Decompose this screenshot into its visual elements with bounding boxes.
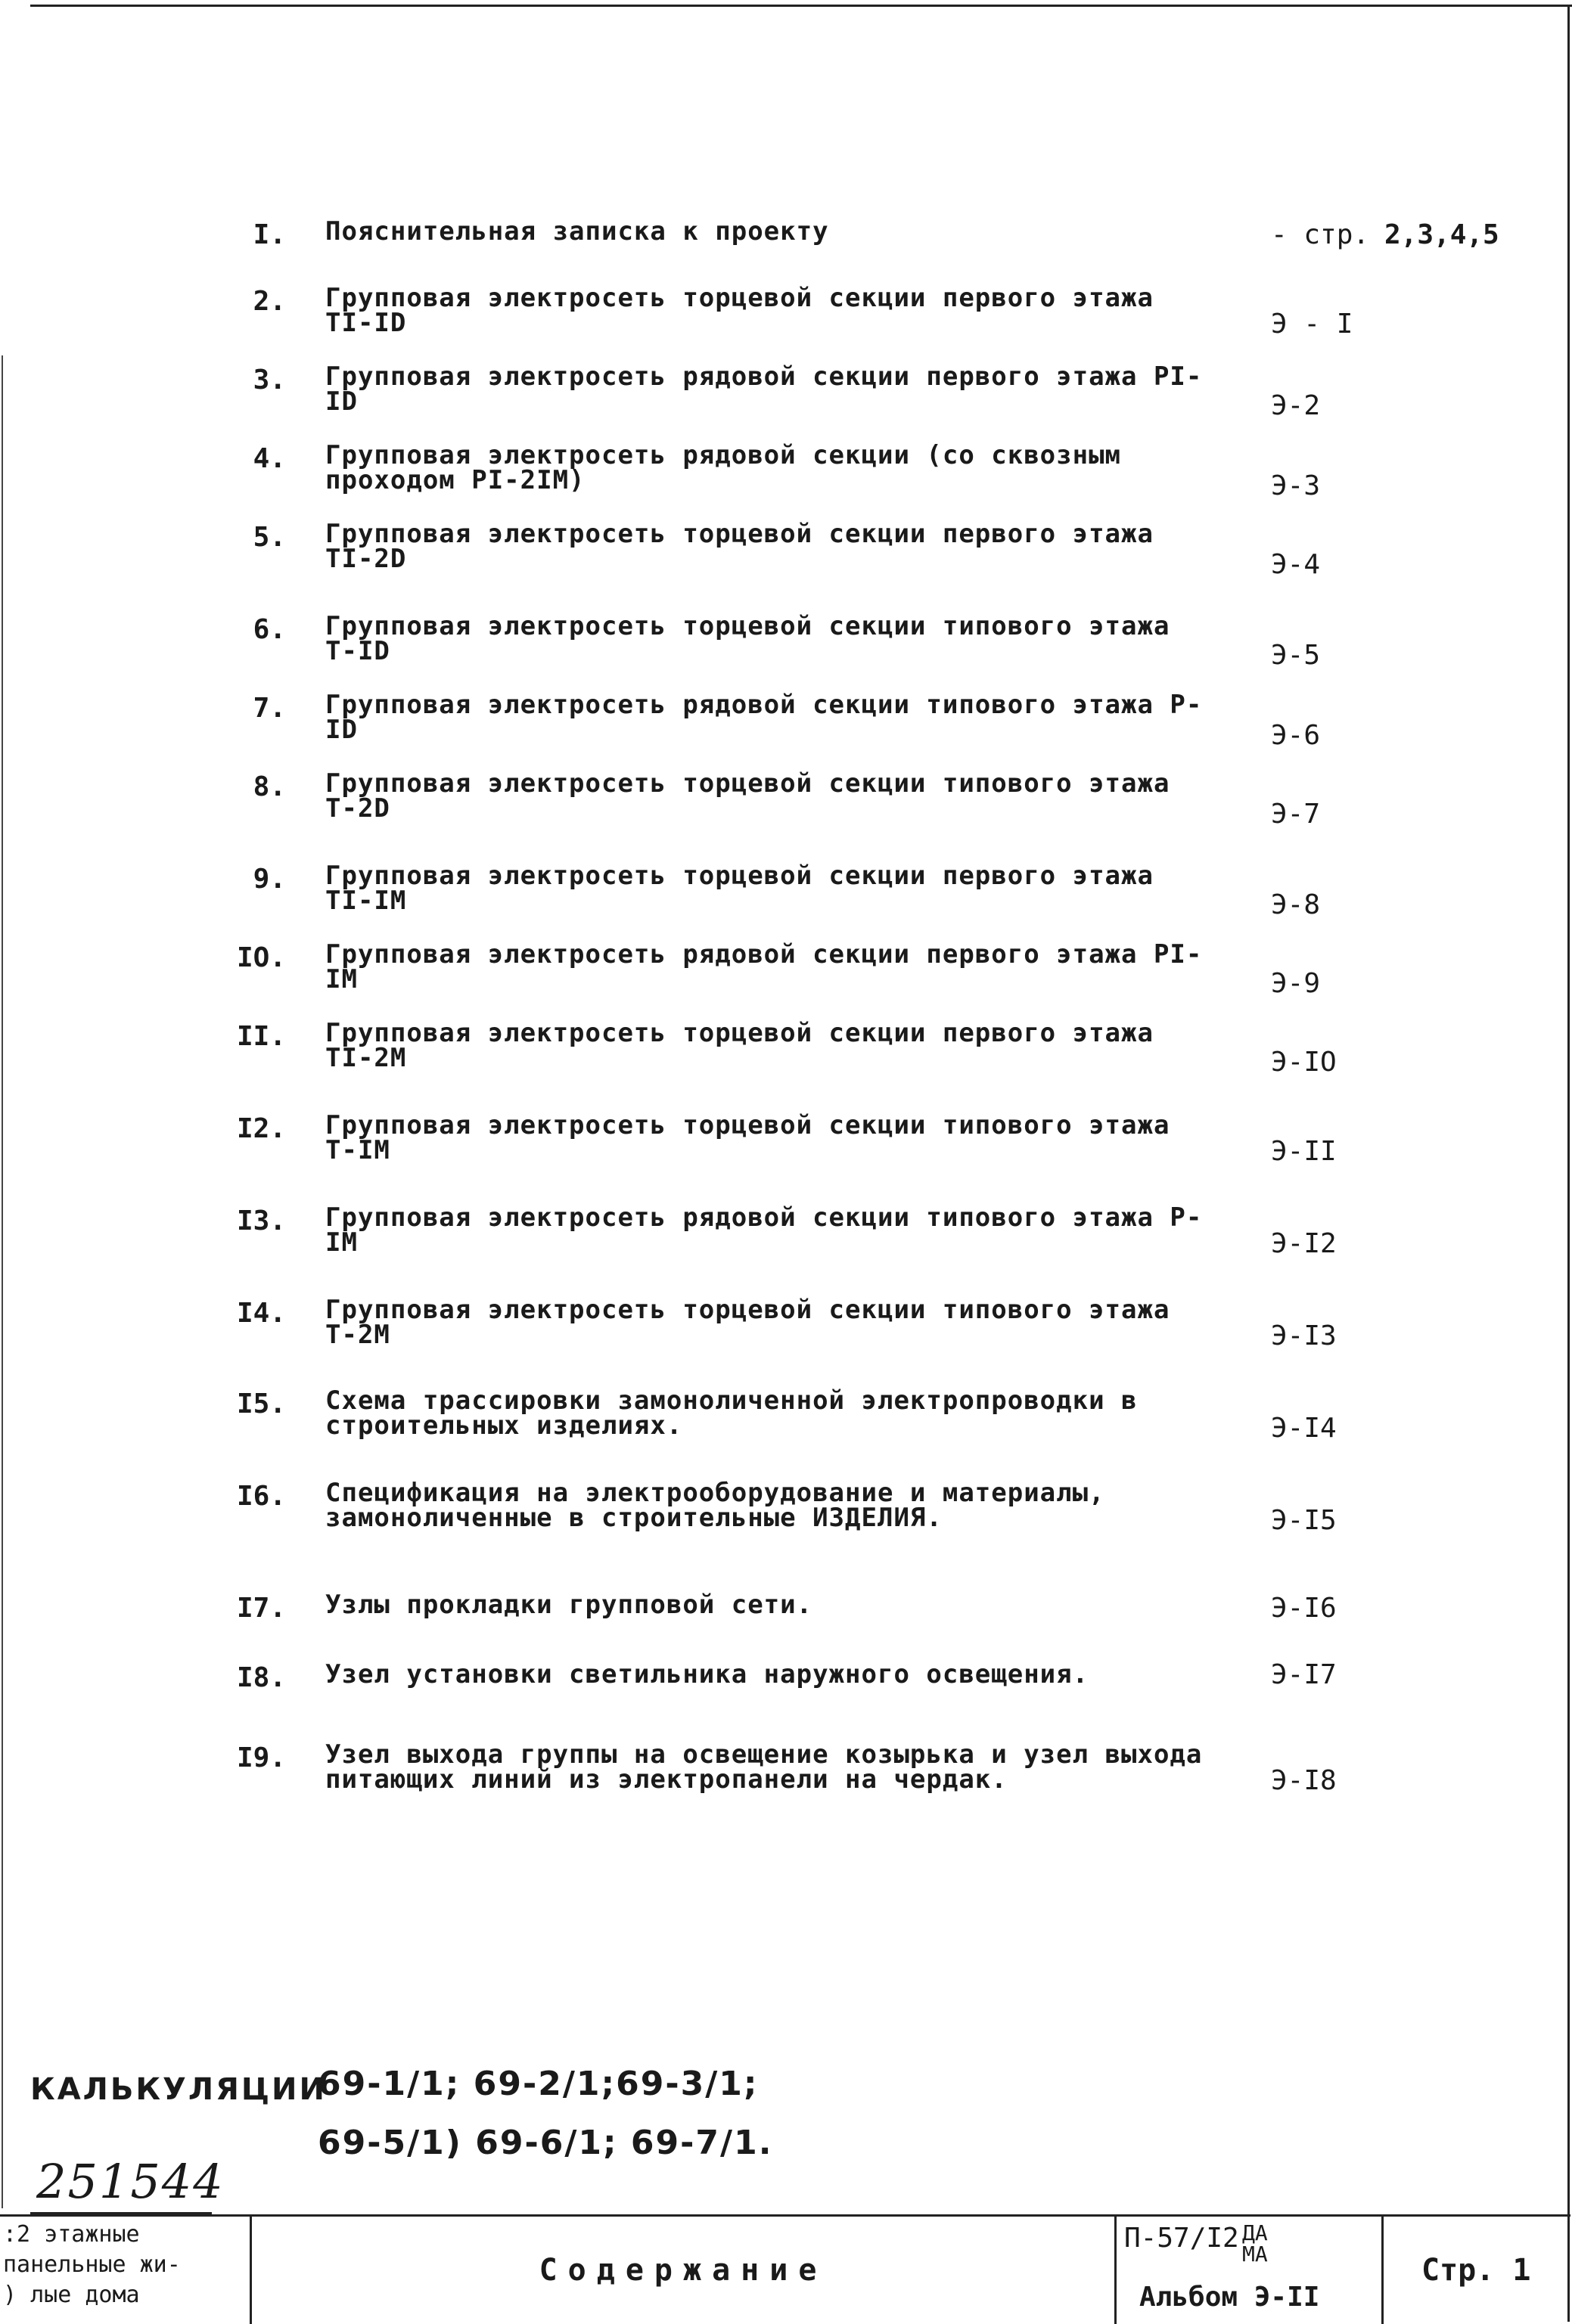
- toc-item-page: Э-I2: [1271, 1228, 1337, 1259]
- toc-item-number: 4.: [253, 443, 286, 474]
- toc-item-title: Узел установки светильника наружного освещения.: [325, 1659, 1089, 1689]
- toc-item-title: Схема трассировки замоноличенной электропроводки в строительных изделиях.: [325, 1385, 1138, 1441]
- toc-item-title: Групповая электросеть торцевой секции типового этажа T-IM: [325, 1110, 1170, 1165]
- title-block-document-title-cell: [252, 2217, 1117, 2324]
- toc-item-number: 6.: [253, 614, 286, 645]
- toc-item-page: Э-5: [1271, 640, 1321, 671]
- album-number: Альбом Э-II: [1139, 2282, 1320, 2313]
- building-type-text: :2 этажные панельные жи- ) лые дома: [3, 2221, 181, 2308]
- project-code: П-57/I2: [1124, 2223, 1239, 2254]
- toc-item-title: Групповая электросеть рядовой секции (со сквозным проходом PI-2IM): [325, 440, 1122, 495]
- toc-item-number: I5.: [236, 1389, 286, 1420]
- handwritten-inventory-number: 251544: [36, 2154, 225, 2209]
- toc-item-number: 9.: [253, 864, 286, 895]
- toc-item-page: Э-6: [1271, 720, 1321, 751]
- toc-item-number: I3.: [236, 1205, 286, 1236]
- toc-item-page: Э-I3: [1271, 1320, 1337, 1351]
- title-block-code-cell: [1117, 2217, 1384, 2324]
- toc-item-page: Э - I: [1271, 309, 1353, 340]
- toc-item-page: Э-I6: [1271, 1593, 1337, 1624]
- document-title: Содержание: [539, 2253, 828, 2288]
- toc-item-title: Спецификация на электрооборудование и материалы, замоноличенные в строительные ИЗДЕЛИЯ.: [325, 1478, 1105, 1533]
- toc-item-title: Групповая электросеть торцевой секции первого этажа TI-2D: [325, 519, 1154, 574]
- toc-item-number: I8.: [236, 1662, 286, 1693]
- toc-item-number: 5.: [253, 522, 286, 553]
- toc-item-page: Э-9: [1271, 968, 1321, 999]
- calculations-list-line-2: 69-5/1) 69-6/1; 69-7/1.: [318, 2124, 773, 2162]
- toc-item-page: Э-I5: [1271, 1505, 1337, 1536]
- toc-item-title: Групповая электросеть рядовой секции типового этажа P-IM: [325, 1202, 1203, 1258]
- toc-item-page: Э-8: [1271, 889, 1321, 920]
- toc-item-title: Групповая электросеть торцевой секции типового этажа T-ID: [325, 611, 1170, 666]
- toc-item-number: IO.: [236, 942, 286, 973]
- toc-item-page: Э-7: [1271, 799, 1321, 830]
- toc-item-page: Э-3: [1271, 470, 1321, 501]
- toc-item-number: I7.: [236, 1593, 286, 1624]
- toc-item-page: Э-I7: [1271, 1659, 1337, 1690]
- toc-item-page: Э-4: [1271, 549, 1321, 580]
- toc-item-number: I6.: [236, 1481, 286, 1512]
- toc-item-title: Групповая электросеть торцевой секции типового этажа T-2D: [325, 768, 1170, 824]
- toc-item-page: Э-I8: [1271, 1765, 1337, 1796]
- title-block: [0, 2214, 1570, 2324]
- toc-item-number: II.: [236, 1021, 286, 1052]
- toc-item-number: I4.: [236, 1298, 286, 1329]
- toc-item-number: 7.: [253, 693, 286, 724]
- toc-item-title: Узлы прокладки групповой сети.: [325, 1590, 813, 1620]
- toc-item-number: I2.: [236, 1113, 286, 1144]
- toc-item-number: I9.: [236, 1742, 286, 1773]
- calculations-list-line-1: 69-1/1; 69-2/1;69-3/1;: [318, 2065, 759, 2103]
- toc-item-title: Групповая электросеть рядовой секции первого этажа PI-IM: [325, 939, 1203, 994]
- title-block-building-type-cell: [0, 2217, 252, 2324]
- toc-item-page: Э-I4: [1271, 1413, 1337, 1444]
- sheet-number: Стр. 1: [1421, 2253, 1531, 2288]
- toc-item-title: Пояснительная записка к проекту: [325, 216, 829, 247]
- toc-item-page: Э-IO: [1271, 1047, 1337, 1078]
- toc-item-title: Групповая электросеть рядовой секции типового этажа P-ID: [325, 690, 1203, 745]
- calculations-label: КАЛЬКУЛЯЦИИ: [30, 2072, 327, 2107]
- toc-item-title: Групповая электросеть торцевой секции типового этажа T-2M: [325, 1295, 1170, 1350]
- toc-item-page: Э-2: [1271, 390, 1321, 421]
- toc-item-page: Э-II: [1271, 1136, 1337, 1167]
- toc-item-title: Групповая электросеть торцевой секции первого этажа TI-2M: [325, 1018, 1154, 1073]
- toc-item-title: Групповая электросеть рядовой секции первого этажа PI-ID: [325, 361, 1203, 417]
- toc-item-number: 8.: [253, 771, 286, 802]
- toc-item-number: 2.: [253, 286, 286, 317]
- toc-item-number: I.: [253, 219, 286, 250]
- toc-item-page: - стр.: [1271, 219, 1370, 250]
- project-code-suffix: ДА МА: [1242, 2220, 1268, 2267]
- toc-item-title: Групповая электросеть торцевой секции первого этажа TI-ID: [325, 283, 1154, 338]
- toc-item-pages-list: 2,3,4,5: [1384, 219, 1499, 250]
- title-block-sheet-cell: [1384, 2217, 1570, 2324]
- toc-item-title: Групповая электросеть торцевой секции первого этажа TI-IM: [325, 861, 1154, 916]
- toc-item-title: Узел выхода группы на освещение козырька и узел выхода питающих линий из электропанели на чердак.: [325, 1739, 1203, 1795]
- toc-item-number: 3.: [253, 365, 286, 396]
